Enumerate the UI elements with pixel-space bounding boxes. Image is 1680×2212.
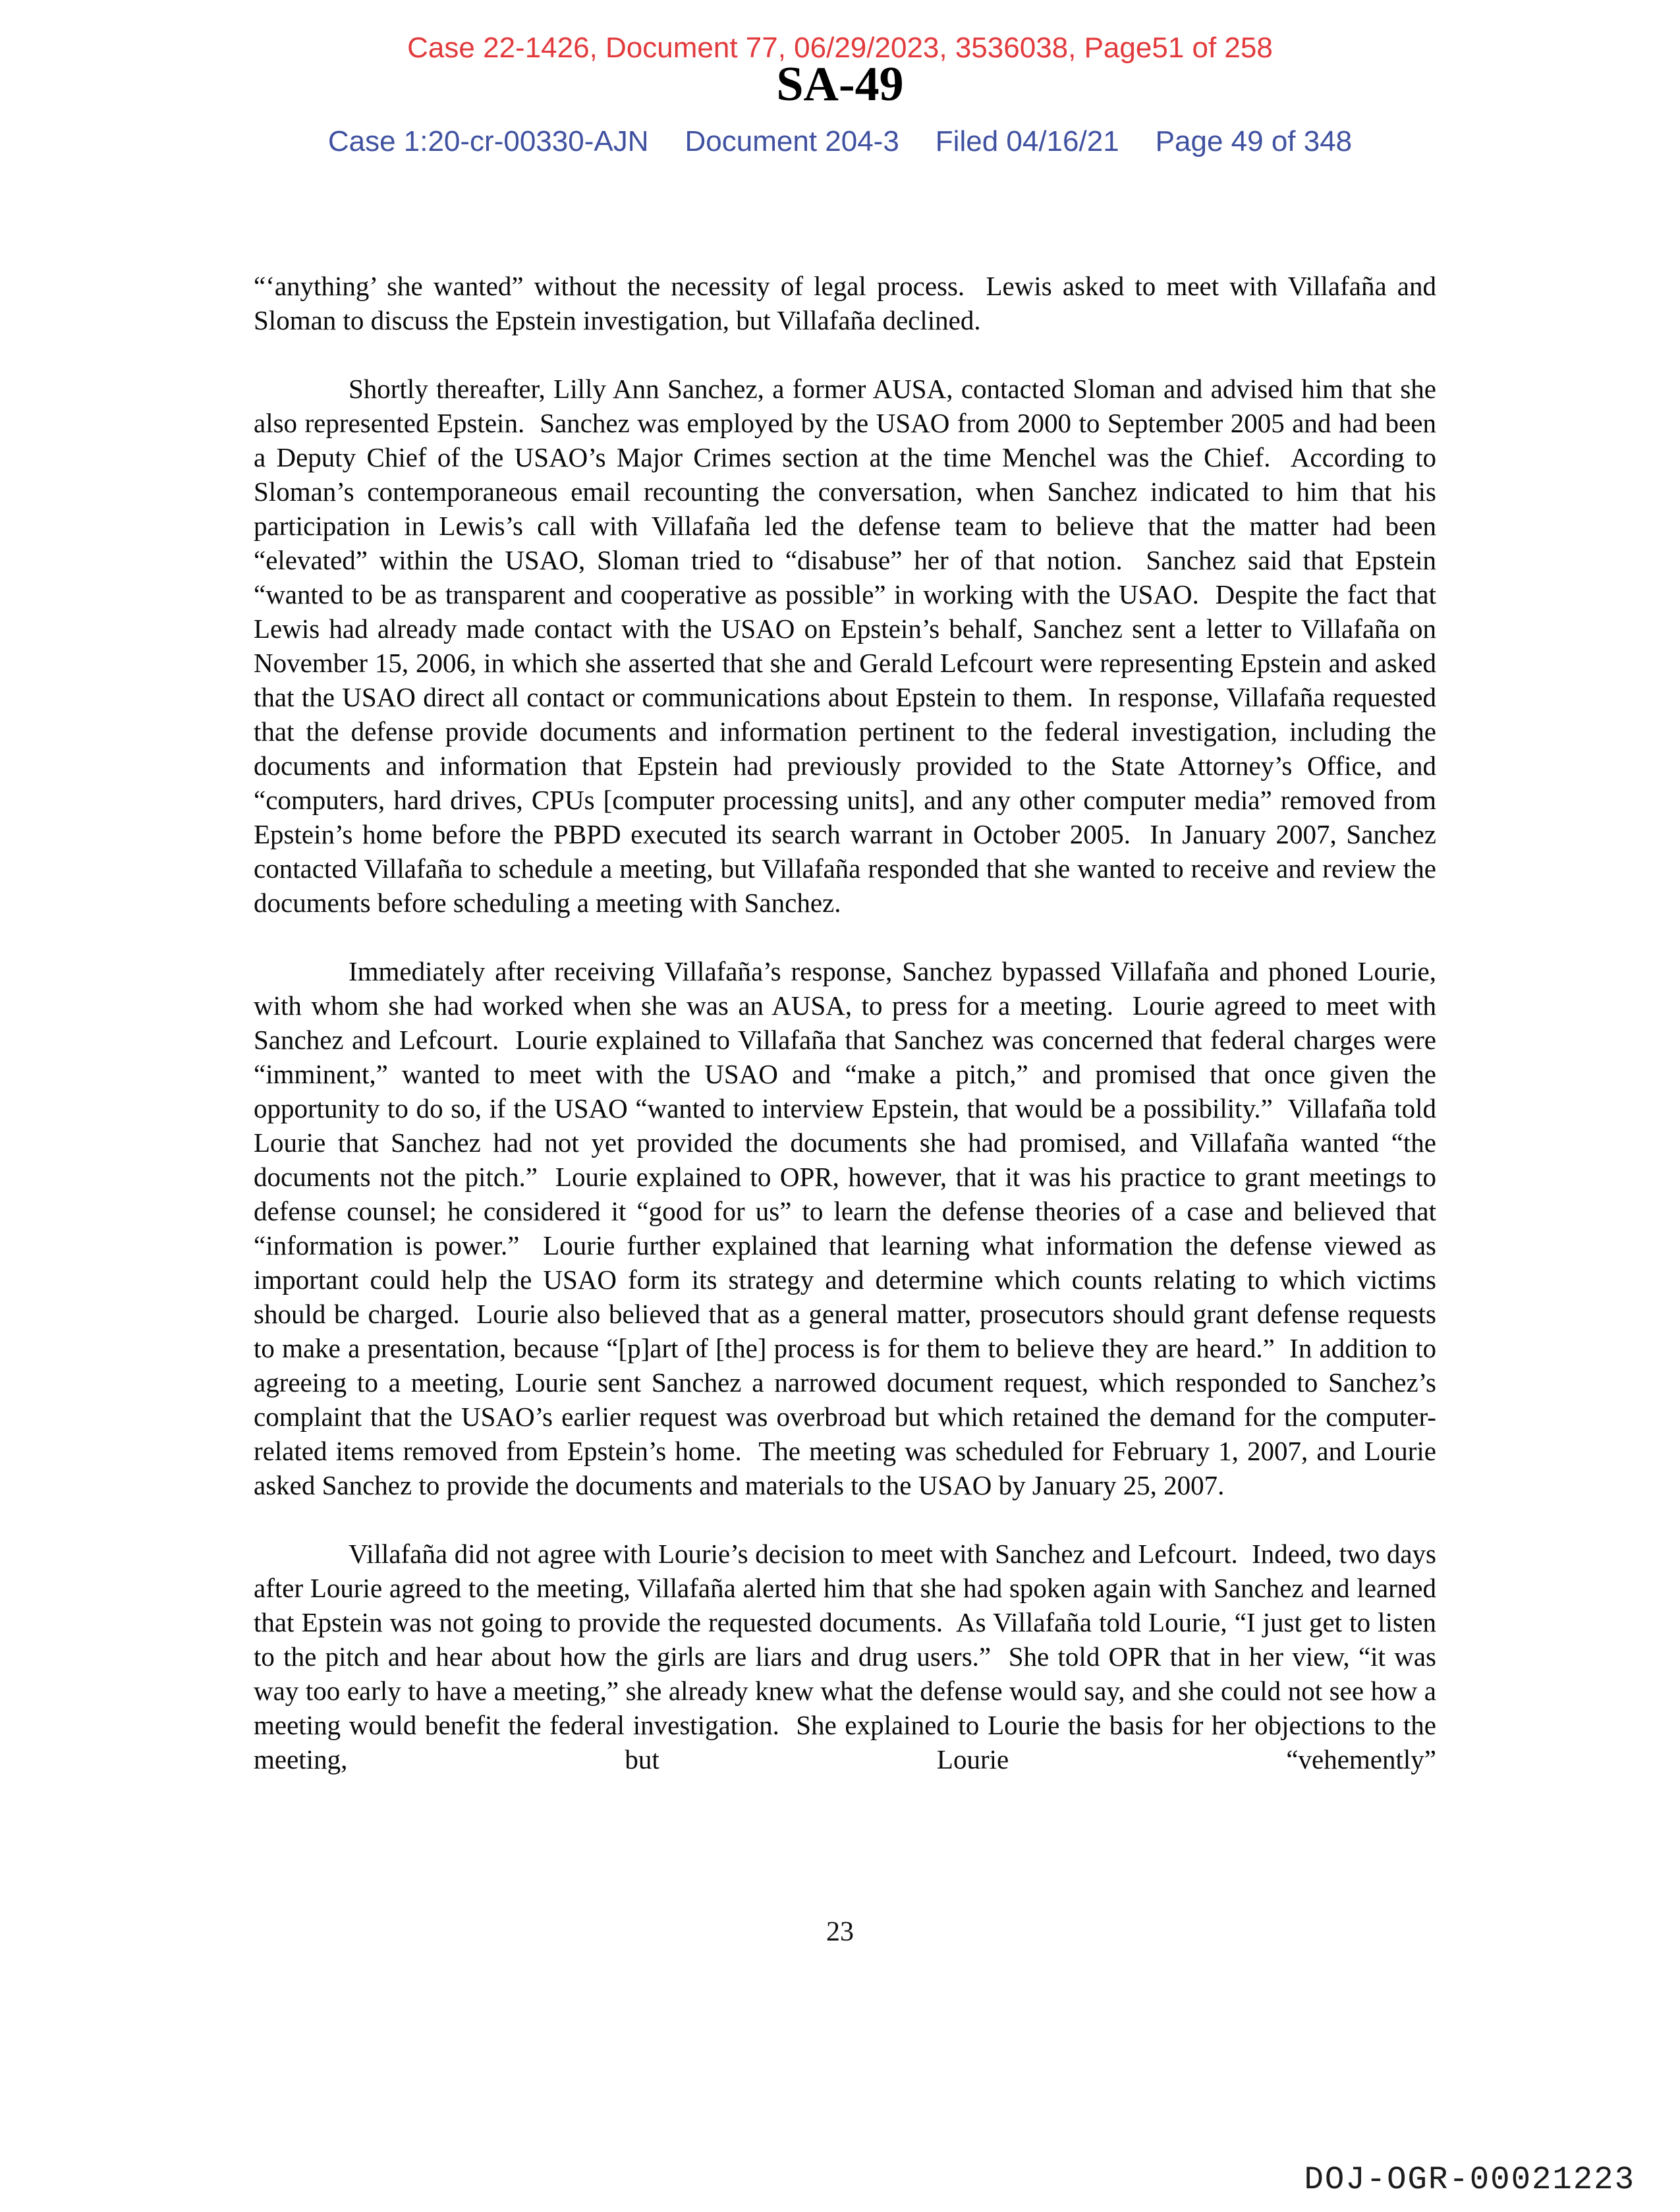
district-stamp-case-number: Case 1:20-cr-00330-AJN [327,125,649,157]
paragraph-continuation: “‘anything’ she wanted” without the necessity of legal process. Lewis asked to meet with Villafaña and Sloman to discuss the Epstein investigation, but Villafaña declined. [254,271,1443,335]
bates-stamp: DOJ-OGR-00021223 [1304,2161,1635,2198]
document-body [254,269,1443,1811]
appellate-case-stamp: Case 22-1426, Document 77, 06/29/2023, 3536038, Page51 of 258 [407,32,1273,64]
district-stamp-filed-date: Filed 04/16/21 [935,125,1119,157]
paragraph: Immediately after receiving Villafaña’s response, Sanchez bypassed Villafaña and phoned Lourie, with whom she had worked when she was an AUSA, to press for a meeting. Lourie agreed to meet with Sanchez and Lefcourt. Lourie explained to Villafaña that Sanchez was concerned that federal charges were “imminent,” wanted to meet with the USAO and “make a pitch,” and promised that once given the opportunity to do so, if the USAO “wanted to interview Epstein, that would be a possibility.” Villafaña told Lourie that Sanchez had not yet provided the documents she had promised, and Villafaña wanted “the documents not the pitch.” Lourie explained to OPR, however, that it was his practice to grant meetings to defense counsel; he considered it “good for us” to learn the defense theories of a case and believed that “information is power.” Lourie further explained that learning what information the defense viewed as important could help the USAO form its strategy and determine which counts relating to which victims should be charged. Lourie also believed that as a general matter, prosecutors should grant defense requests to make a presentation, because “[p]art of [the] process is for them to believe they are heard.” In addition to agreeing to a meeting, Lourie sent Sanchez a narrowed document request, which responded to Sanchez’s complaint that the USAO’s earlier request was overbroad but which retained the demand for the computer-related items removed from Epstein’s home. The meeting was scheduled for February 1, 2007, and Lourie asked Sanchez to provide the documents and materials to the USAO by January 25, 2007. [254,956,1443,1500]
paragraph: Shortly thereafter, Lilly Ann Sanchez, a former AUSA, contacted Sloman and advised him that she also represented Epstein. Sanchez was employed by the USAO from 2000 to September 2005 and had been a Deputy Chief of the USAO’s Major Crimes section at the time Menchel was the Chief. According to Sloman’s contemporaneous email recounting the conversation, when Sanchez indicated to him that his participation in Lewis’s call with Villafaña led the defense team to believe that the matter had been “elevated” within the USAO, Sloman tried to “disabuse” her of that notion. Sanchez said that Epstein “wanted to be as transparent and cooperative as possible” in working with the USAO. Despite the fact that Lewis had already made contact with the USAO on Epstein’s behalf, Sanchez sent a letter to Villafaña on November 15, 2006, in which she asserted that she and Gerald Lefcourt were representing Epstein and asked that the USAO direct all contact or communications about Epstein to them. In response, Villafaña requested that the defense provide documents and information pertinent to the federal investigation, including the documents and information that Epstein had previously provided to the State Attorney’s Office, and “computers, hard drives, CPUs [computer processing units], and any other computer media” removed from Epstein’s home before the PBPD executed its search warrant in October 2005. In January 2007, Sanchez contacted Villafaña to schedule a meeting, but Villafaña responded that she wanted to receive and review the documents before scheduling a meeting with Sanchez. [254,374,1443,918]
paragraph: Villafaña did not agree with Lourie’s decision to meet with Sanchez and Lefcourt. Indeed, two days after Lourie agreed to the meeting, Villafaña alerted him that she had spoken again with Sanchez and learned that Epstein was not going to provide the requested documents. As Villafaña told Lourie, “I just get to listen to the pitch and hear about how the girls are liars and drug users.” She told OPR that in her view, “it was way too early to have a meeting,” she already knew what the defense would say, and she could not see how a meeting would benefit the federal investigation. She explained to Lourie the basis for her objections to the meeting, but Lourie “vehemently” [254,1539,1443,1774]
page-number: 23 [826,1917,854,1947]
district-stamp-document-number: Document 204-3 [685,125,899,157]
district-case-stamp [0,125,1680,158]
district-stamp-page-info: Page 49 of 348 [1155,125,1353,157]
supplemental-appendix-label: SA-49 [776,57,904,111]
